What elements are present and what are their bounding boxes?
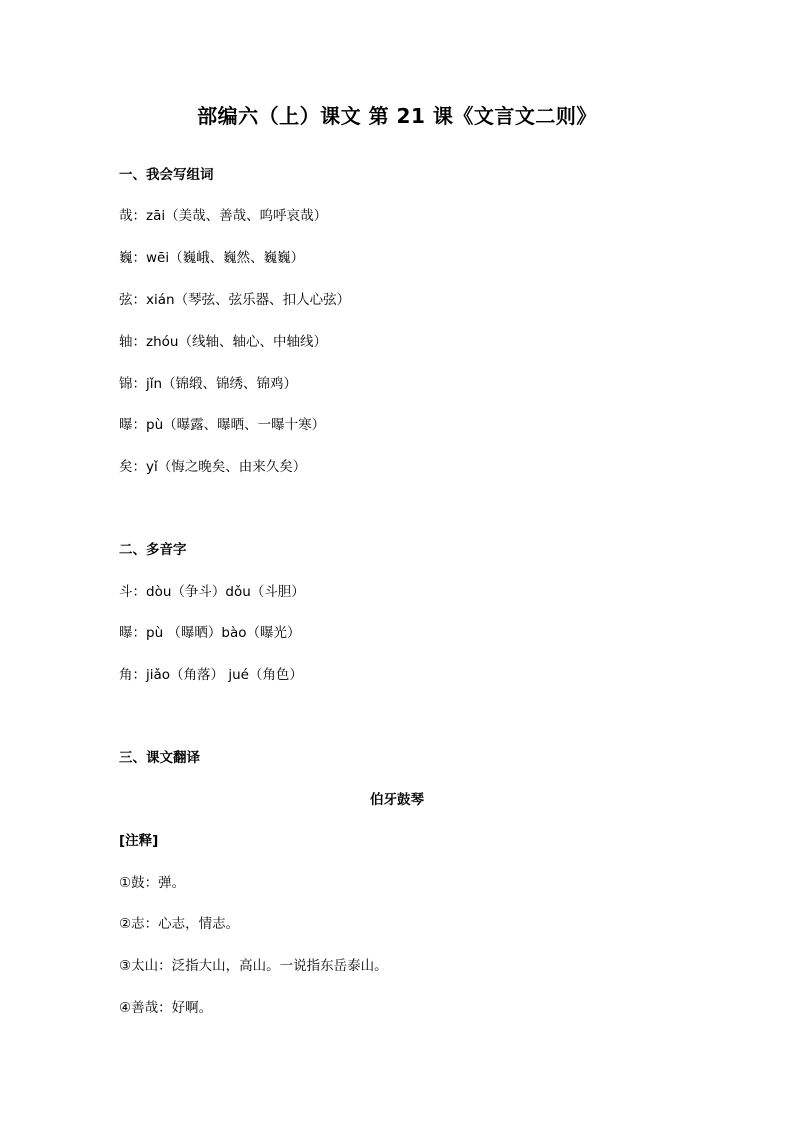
text-title: 伯牙鼓琴	[370, 792, 424, 808]
note-entry: ④善哉：好啊。	[119, 1000, 213, 1016]
word-entry: 矣：yǐ（悔之晚矣、由来久矣）	[119, 459, 307, 475]
section-heading-translation: 三、课文翻译	[119, 750, 200, 766]
note-entry: ③太山：泛指大山，高山。一说指东岳泰山。	[119, 958, 388, 974]
polyphone-entry: 曝：pù （曝晒）bào（曝光）	[119, 625, 301, 641]
note-entry: ①鼓：弹。	[119, 875, 186, 891]
word-entry: 巍：wēi（巍峨、巍然、巍巍）	[119, 250, 305, 266]
word-entry: 曝：pù（曝露、曝晒、一曝十寒）	[119, 417, 326, 433]
note-entry: ②志：心志，情志。	[119, 916, 240, 932]
section-heading-write-words: 一、我会写组词	[119, 167, 214, 183]
page-title: 部编六（上）课文 第 21 课《文言文二则》	[197, 104, 597, 128]
section-heading-polyphones: 二、多音字	[119, 542, 187, 558]
polyphone-entry: 斗：dòu（争斗）dǒu（斗胆）	[119, 584, 305, 600]
word-entry: 轴：zhóu（线轴、轴心、中轴线）	[119, 334, 327, 350]
word-entry: 弦：xián（琴弦、弦乐器、扣人心弦）	[119, 292, 351, 308]
word-entry: 哉：zāi（美哉、善哉、呜呼哀哉）	[119, 208, 328, 224]
notes-label: [注释]	[119, 833, 159, 849]
polyphone-entry: 角：jiǎo（角落） jué（角色）	[119, 667, 303, 683]
word-entry: 锦：jǐn（锦缎、锦绣、锦鸡）	[119, 376, 298, 392]
